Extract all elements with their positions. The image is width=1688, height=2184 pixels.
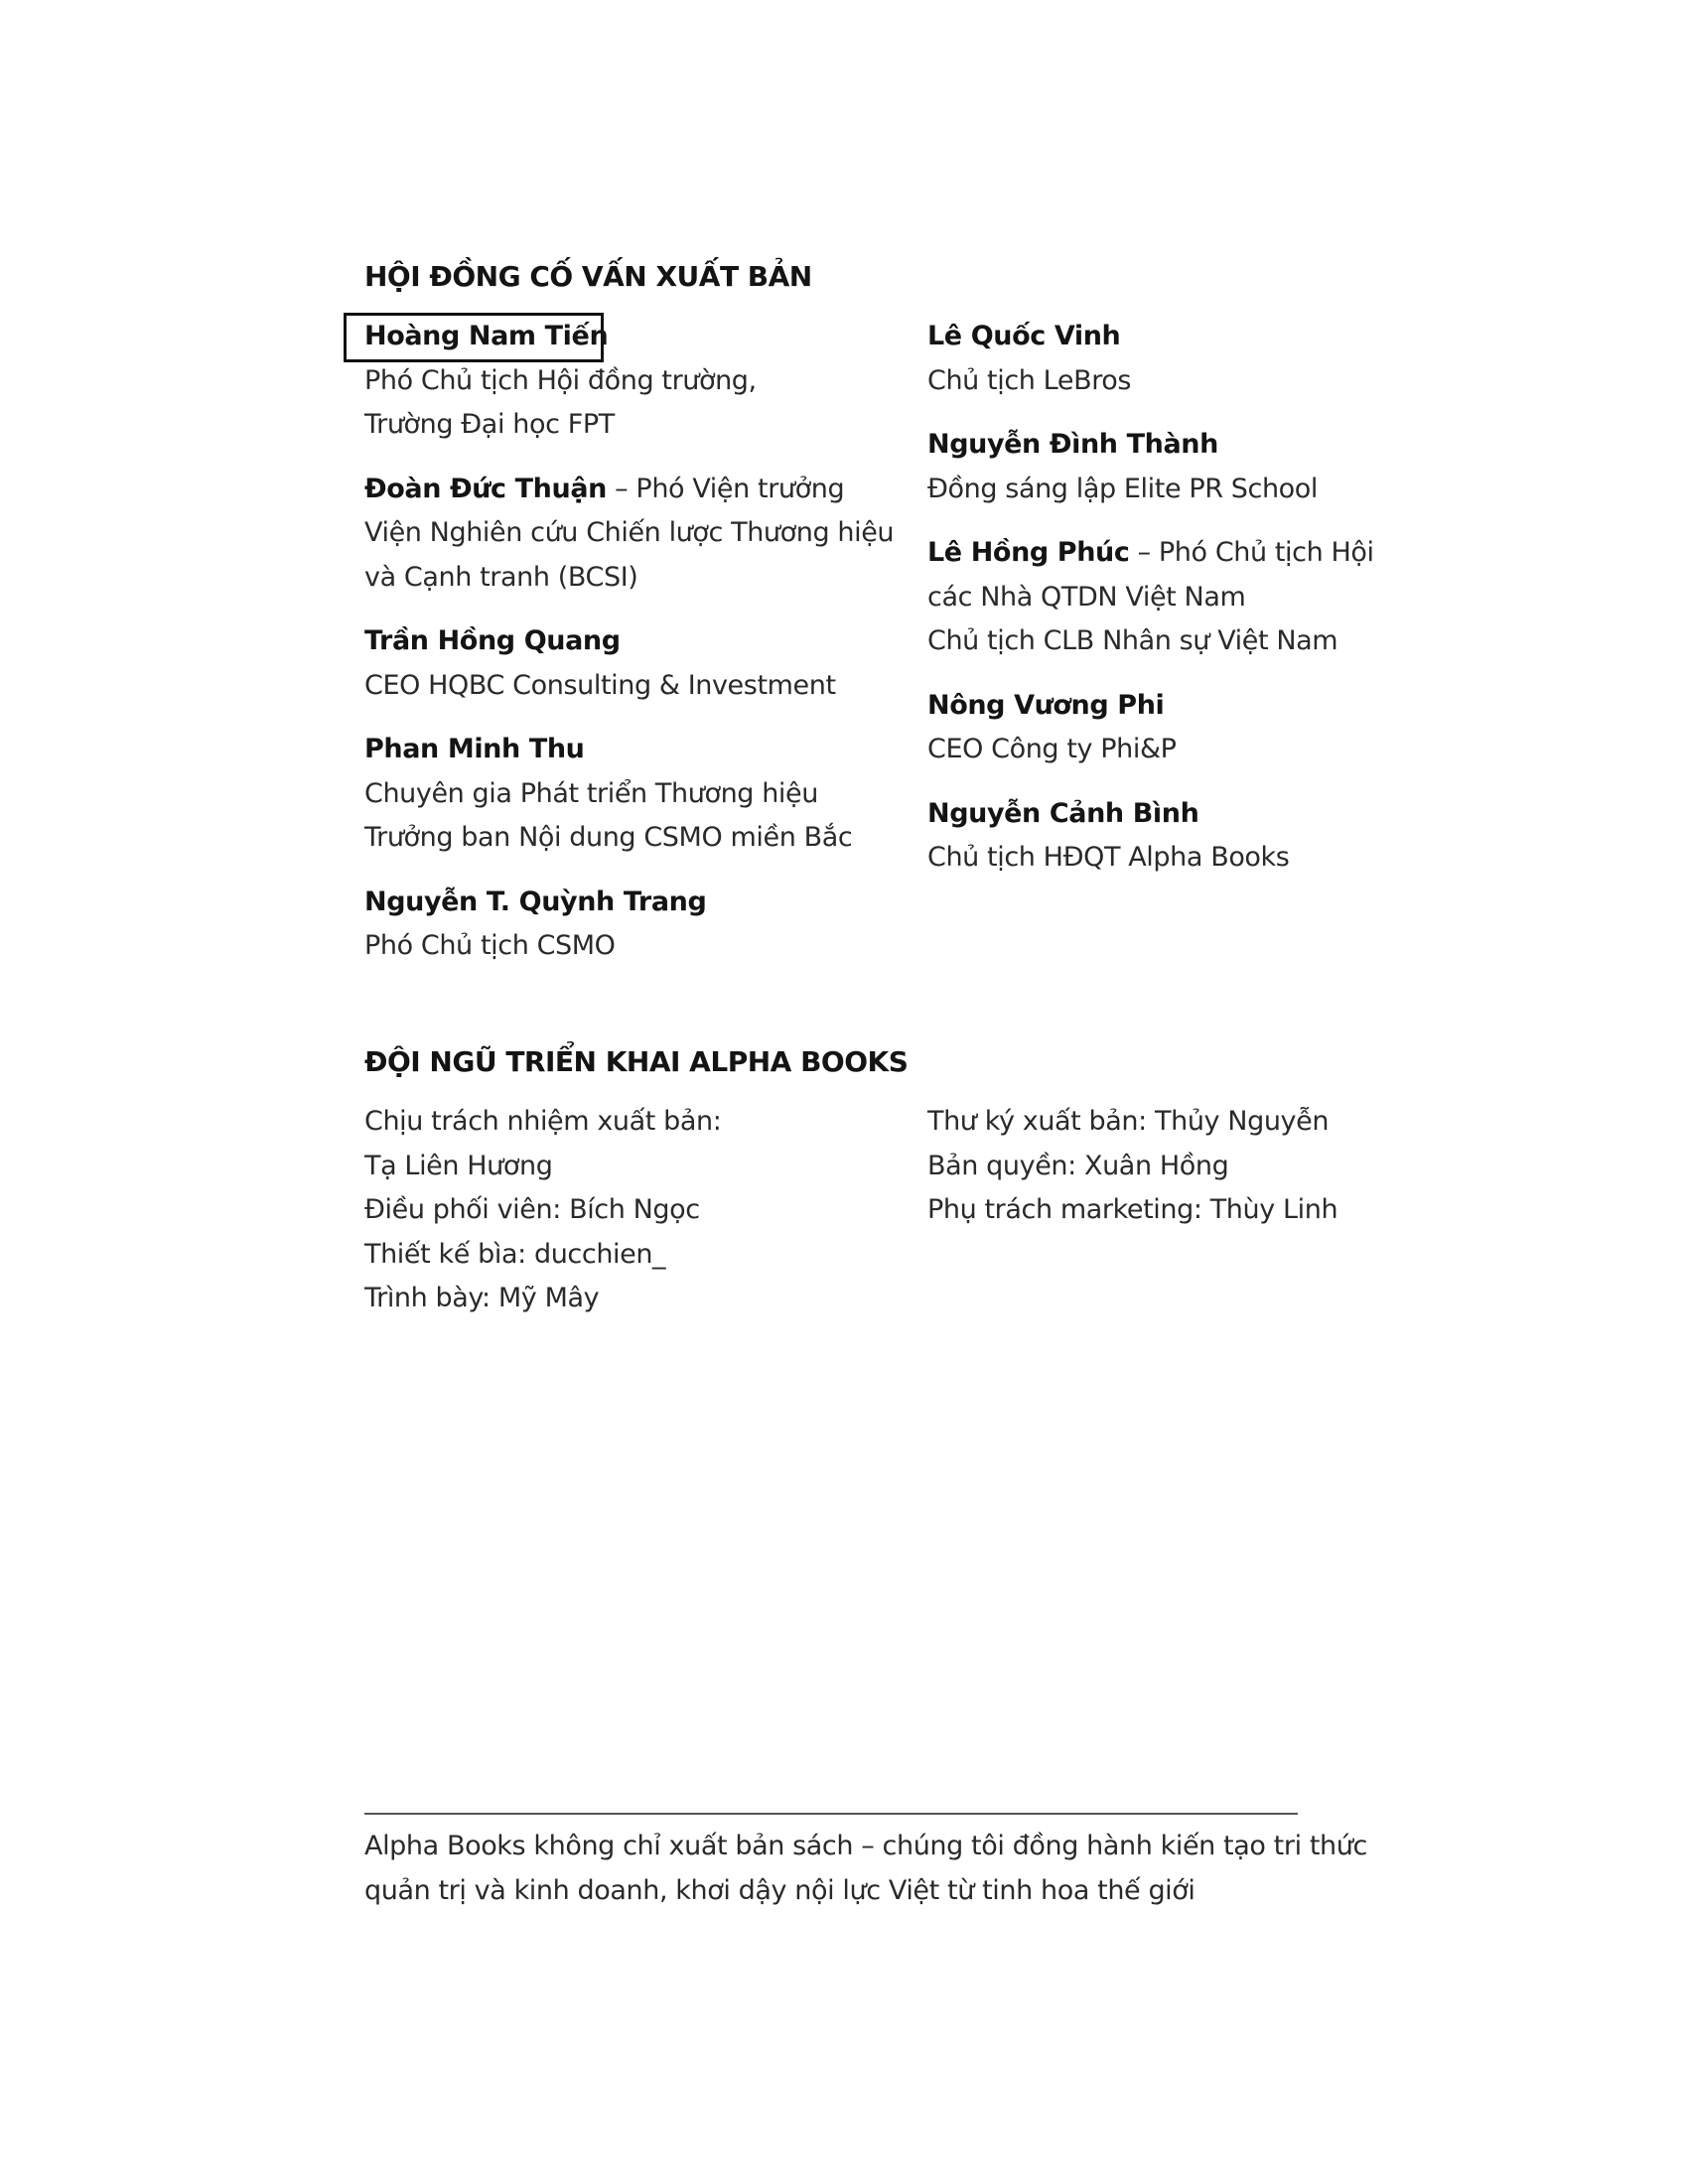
advisor-role-inline: – Phó Viện trưởng	[606, 473, 845, 504]
team-credit: Phụ trách marketing: Thùy Linh	[927, 1194, 1338, 1225]
team-credit: Chịu trách nhiệm xuất bản:	[364, 1106, 722, 1137]
advisor-name: Trần Hồng Quang	[364, 625, 621, 656]
footer-divider	[364, 1813, 1298, 1815]
advisor-role: Phó Chủ tịch Hội đồng trường,	[364, 364, 757, 396]
team-heading: ĐỘI NGŨ TRIỂN KHAI ALPHA BOOKS	[364, 1045, 909, 1078]
advisor-role: CEO HQBC Consulting & Investment	[364, 669, 836, 701]
advisor-role: Trường Đại học FPT	[364, 409, 615, 440]
advisor-role: Chuyên gia Phát triển Thương hiệu	[364, 777, 818, 809]
team-right-column	[927, 1100, 1483, 1233]
team-credit: Điều phối viên: Bích Ngọc	[364, 1194, 700, 1225]
team-credit: Thư ký xuất bản: Thủy Nguyễn	[927, 1106, 1330, 1137]
advisory-right-column	[927, 315, 1483, 900]
footer-tagline	[364, 1824, 1367, 1913]
footer-line: Alpha Books không chỉ xuất bản sách – chúng tôi đồng hành kiến tạo tri thức	[364, 1831, 1367, 1861]
advisor-entry	[364, 315, 920, 448]
advisor-entry	[927, 684, 1483, 772]
advisor-role: Trưởng ban Nội dung CSMO miền Bắc	[364, 822, 853, 853]
advisory-heading: HỘI ĐỒNG CỐ VẤN XUẤT BẢN	[364, 260, 812, 293]
advisor-entry	[364, 728, 920, 861]
advisor-role: Phó Chủ tịch CSMO	[364, 930, 616, 961]
advisor-role: CEO Công ty Phi&P	[927, 734, 1177, 764]
advisor-name: Nguyễn T. Quỳnh Trang	[364, 886, 707, 917]
team-credit: Trình bày: Mỹ Mây	[364, 1283, 600, 1313]
team-left-column	[364, 1100, 920, 1321]
advisor-role: Đồng sáng lập Elite PR School	[927, 473, 1318, 504]
advisory-left-column	[364, 315, 920, 989]
advisor-name: Phan Minh Thu	[364, 734, 585, 764]
advisor-role: và Cạnh tranh (BCSI)	[364, 561, 638, 593]
advisor-entry	[927, 423, 1483, 511]
advisor-role: các Nhà QTDN Việt Nam	[927, 581, 1246, 613]
advisor-entry	[927, 792, 1483, 881]
advisor-name: Lê Quốc Vinh	[927, 321, 1121, 351]
team-credit: Bản quyền: Xuân Hồng	[927, 1150, 1229, 1181]
advisor-role: Viện Nghiên cứu Chiến lược Thương hiệu	[364, 517, 895, 548]
team-credit: Thiết kế bìa: ducchien_	[364, 1238, 666, 1270]
advisor-role: Chủ tịch HĐQT Alpha Books	[927, 842, 1290, 873]
advisor-name: Hoàng Nam Tiến	[364, 321, 609, 351]
advisor-entry	[364, 881, 920, 969]
advisor-role-inline: – Phó Chủ tịch Hội	[1129, 537, 1374, 568]
advisor-entry	[364, 468, 920, 601]
advisor-name: Nông Vương Phi	[927, 689, 1165, 721]
footer-line: quản trị và kinh doanh, khơi dậy nội lực Việt từ tinh hoa thế giới	[364, 1875, 1196, 1906]
advisor-entry	[927, 315, 1483, 403]
advisor-name: Nguyễn Đình Thành	[927, 429, 1218, 460]
advisor-role: Chủ tịch CLB Nhân sự Việt Nam	[927, 625, 1338, 656]
team-credit: Tạ Liên Hương	[364, 1150, 553, 1181]
advisor-name: Lê Hồng Phúc	[927, 537, 1130, 568]
advisor-name: Đoàn Đức Thuận	[364, 473, 607, 504]
advisor-entry	[364, 619, 920, 708]
advisor-name: Nguyễn Cảnh Bình	[927, 797, 1199, 829]
advisor-entry	[927, 531, 1483, 664]
advisor-role: Chủ tịch LeBros	[927, 364, 1132, 396]
